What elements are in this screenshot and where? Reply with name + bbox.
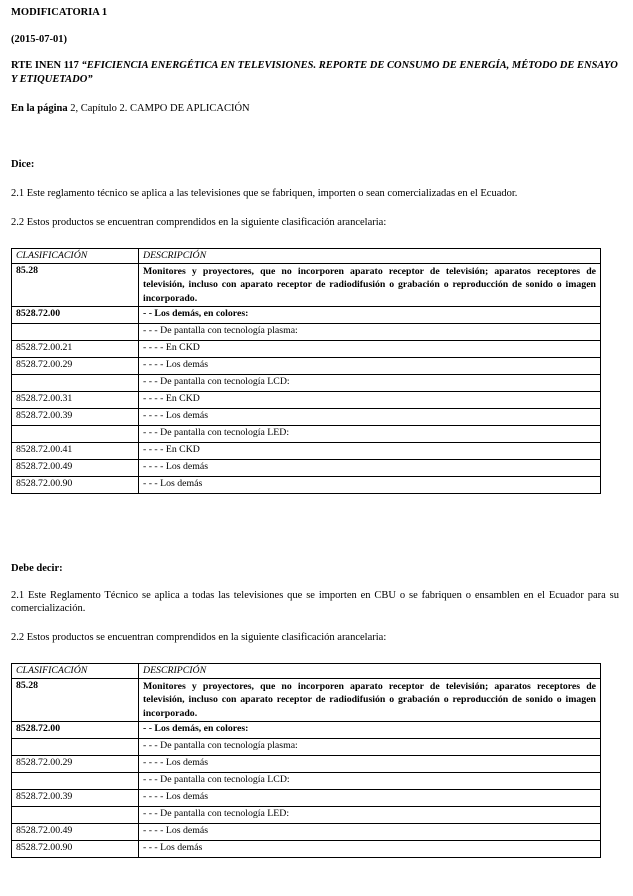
classification-code: 8528.72.00.31 bbox=[12, 391, 139, 408]
document-date: (2015-07-01) bbox=[11, 34, 67, 45]
classification-code: 85.28 bbox=[12, 264, 139, 307]
classification-code bbox=[12, 806, 139, 823]
table-row bbox=[12, 357, 601, 374]
classification-code bbox=[12, 425, 139, 442]
table-row bbox=[12, 738, 601, 755]
column-header-description: DESCRIPCIÓN bbox=[139, 664, 601, 679]
classification-code: 8528.72.00.29 bbox=[12, 755, 139, 772]
classification-description: - - - De pantalla con tecnología LCD: bbox=[139, 772, 601, 789]
classification-description: - - - De pantalla con tecnología LCD: bbox=[139, 374, 601, 391]
table-row bbox=[12, 323, 601, 340]
classification-description: - - - - Los demás bbox=[139, 408, 601, 425]
table-row bbox=[12, 679, 601, 722]
debe-decir-paragraph-2-1: 2.1 Este Reglamento Técnico se aplica a todas las televisiones que se importen en CBU o se fabriquen o ensamblen en el Ecuador para su comercialización. bbox=[11, 590, 619, 615]
dice-classification-table bbox=[11, 248, 601, 494]
dice-paragraph-2-1: 2.1 Este reglamento técnico se aplica a las televisiones que se fabriquen, importen o sean comercializadas en el Ecuador. bbox=[11, 188, 518, 199]
regulation-code: RTE INEN 117 bbox=[11, 60, 79, 71]
column-header-classification: CLASIFICACIÓN bbox=[12, 249, 139, 264]
classification-code bbox=[12, 738, 139, 755]
table-row bbox=[12, 264, 601, 307]
table-row bbox=[12, 442, 601, 459]
classification-description: - - - - En CKD bbox=[139, 340, 601, 357]
dice-heading: Dice: bbox=[11, 159, 35, 170]
table-row bbox=[12, 789, 601, 806]
column-header-classification: CLASIFICACIÓN bbox=[12, 664, 139, 679]
table-row bbox=[12, 823, 601, 840]
classification-description: - - - - Los demás bbox=[139, 357, 601, 374]
table-row bbox=[12, 459, 601, 476]
classification-code: 8528.72.00.21 bbox=[12, 340, 139, 357]
table-row bbox=[12, 755, 601, 772]
table-row bbox=[12, 340, 601, 357]
classification-code: 8528.72.00.39 bbox=[12, 789, 139, 806]
table-row bbox=[12, 806, 601, 823]
classification-code: 8528.72.00.39 bbox=[12, 408, 139, 425]
classification-description: Monitores y proyectores, que no incorporen aparato receptor de televisión; aparatos receptores de televisión, incluso con aparato receptor de radiodifusión o grabación o reproducción de sonido o imagen incorporado. bbox=[139, 264, 601, 307]
table-row bbox=[12, 408, 601, 425]
debe-decir-paragraph-2-2: 2.2 Estos productos se encuentran comprendidos en la siguiente clasificación arancelaria: bbox=[11, 632, 387, 643]
table-row bbox=[12, 306, 601, 323]
classification-code: 8528.72.00.29 bbox=[12, 357, 139, 374]
classification-description: - - - - En CKD bbox=[139, 391, 601, 408]
location-prefix: En la página bbox=[11, 103, 68, 114]
classification-code bbox=[12, 374, 139, 391]
location-detail: 2, Capítulo 2. CAMPO DE APLICACIÓN bbox=[70, 103, 250, 114]
classification-description: - - - - En CKD bbox=[139, 442, 601, 459]
classification-code: 8528.72.00.41 bbox=[12, 442, 139, 459]
amendment-location bbox=[11, 102, 619, 115]
classification-code bbox=[12, 323, 139, 340]
classification-description: - - - De pantalla con tecnología LED: bbox=[139, 806, 601, 823]
regulation-heading bbox=[11, 59, 619, 86]
classification-description: - - - - Los demás bbox=[139, 823, 601, 840]
table-row bbox=[12, 391, 601, 408]
classification-code: 85.28 bbox=[12, 679, 139, 722]
classification-code: 8528.72.00 bbox=[12, 721, 139, 738]
column-header-description: DESCRIPCIÓN bbox=[139, 249, 601, 264]
classification-code: 8528.72.00 bbox=[12, 306, 139, 323]
classification-description: Monitores y proyectores, que no incorporen aparato receptor de televisión; aparatos receptores de televisión, incluso con aparato receptor de radiodifusión o grabación o reproducción de sonido o imagen incorporado. bbox=[139, 679, 601, 722]
table-row bbox=[12, 772, 601, 789]
classification-code: 8528.72.00.49 bbox=[12, 823, 139, 840]
classification-description: - - Los demás, en colores: bbox=[139, 306, 601, 323]
classification-description: - - Los demás, en colores: bbox=[139, 721, 601, 738]
classification-description: - - - De pantalla con tecnología plasma: bbox=[139, 738, 601, 755]
table-row bbox=[12, 840, 601, 857]
classification-code: 8528.72.00.49 bbox=[12, 459, 139, 476]
table-row bbox=[12, 721, 601, 738]
classification-description: - - - De pantalla con tecnología LED: bbox=[139, 425, 601, 442]
classification-description: - - - Los demás bbox=[139, 476, 601, 493]
classification-code: 8528.72.00.90 bbox=[12, 476, 139, 493]
classification-description: - - - - Los demás bbox=[139, 789, 601, 806]
classification-description: - - - - Los demás bbox=[139, 459, 601, 476]
regulation-title: “EFICIENCIA ENERGÉTICA EN TELEVISIONES. REPORTE DE CONSUMO DE ENERGÍA, MÉTODO DE ENSAYO Y ETIQUETADO” bbox=[11, 60, 618, 85]
classification-code: 8528.72.00.90 bbox=[12, 840, 139, 857]
table-row bbox=[12, 374, 601, 391]
classification-description: - - - Los demás bbox=[139, 840, 601, 857]
classification-description: - - - De pantalla con tecnología plasma: bbox=[139, 323, 601, 340]
debe-decir-classification-table bbox=[11, 663, 601, 858]
classification-code bbox=[12, 772, 139, 789]
dice-paragraph-2-2: 2.2 Estos productos se encuentran comprendidos en la siguiente clasificación arancelaria: bbox=[11, 217, 387, 228]
classification-description: - - - - Los demás bbox=[139, 755, 601, 772]
table-row bbox=[12, 425, 601, 442]
debe-decir-heading: Debe decir: bbox=[11, 563, 63, 574]
table-row bbox=[12, 476, 601, 493]
document-title: MODIFICATORIA 1 bbox=[11, 7, 108, 18]
